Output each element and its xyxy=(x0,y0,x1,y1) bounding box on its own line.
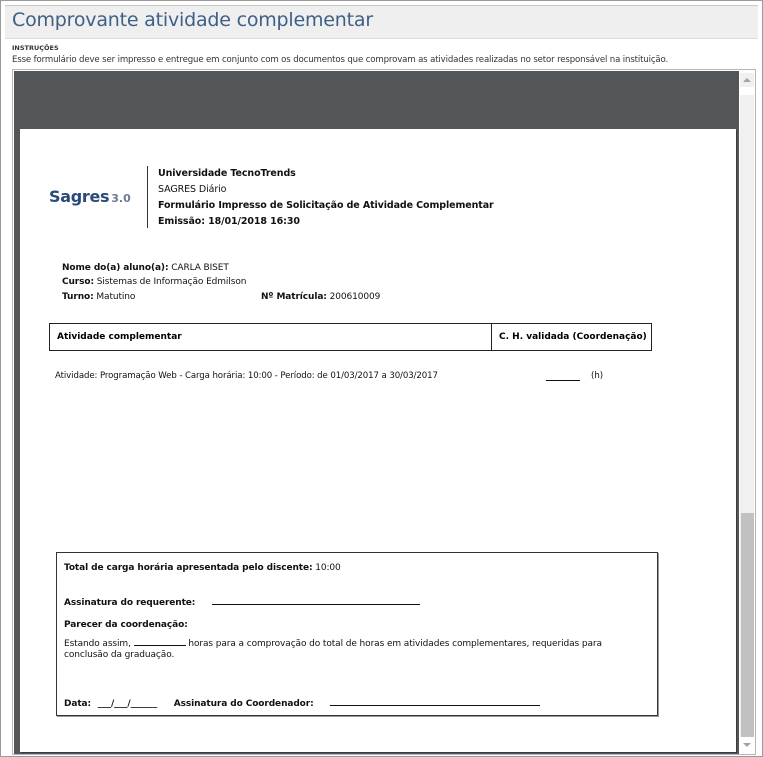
institution-name: Universidade TecnoTrends xyxy=(158,168,296,179)
shift-value: Matutino xyxy=(96,292,136,302)
shift-field xyxy=(62,292,135,302)
coordinator-signature-label: Assinatura do Coordenador: xyxy=(173,699,314,709)
form-title: Formulário Impresso de Solicitação de Atividade Complementar xyxy=(158,200,494,211)
logo-text: Sagres xyxy=(49,187,110,206)
shift-label: Turno: xyxy=(62,292,94,302)
enrollment-value: 200610009 xyxy=(329,292,381,302)
scroll-thumb[interactable] xyxy=(741,513,754,737)
logo-version: 3.0 xyxy=(111,192,131,205)
header-divider xyxy=(147,166,148,228)
scroll-down-button[interactable] xyxy=(740,738,754,752)
course-field xyxy=(62,277,246,287)
coordination-text-line-1 xyxy=(64,637,602,649)
enrollment-label: Nº Matrícula: xyxy=(261,292,327,302)
coordinator-signature-blank xyxy=(330,697,540,706)
emission-label: Emissão: xyxy=(158,216,205,227)
page-title: Comprovante atividade complementar xyxy=(12,9,373,31)
coordination-text-line-2: conclusão da graduação. xyxy=(64,650,175,660)
coordination-text-rest: horas para a comprovação do total de horas em atividades complementares, requeridas para xyxy=(188,639,602,649)
validated-hours-blank xyxy=(546,371,580,381)
coordination-label: Parecer da coordenação: xyxy=(64,620,188,630)
date-label: Data: xyxy=(64,699,92,709)
summary-box xyxy=(56,552,658,716)
document-page xyxy=(20,129,736,752)
total-hours-line xyxy=(64,563,341,573)
requester-signature-line xyxy=(64,596,420,608)
date-signature-line xyxy=(64,697,540,709)
instructions-text: Esse formulário deve ser impresso e entregue em conjunto com os documentos que comprovam as atividades realizadas no setor responsável na instituição. xyxy=(12,55,669,65)
activity-table-header xyxy=(49,323,652,351)
total-hours-value: 10:00 xyxy=(315,563,341,573)
triangle-down-icon xyxy=(743,743,751,747)
student-name-label: Nome do(a) aluno(a): xyxy=(62,263,169,273)
activity-row-description: Atividade: Programação Web - Carga horária: 10:00 - Período: de 01/03/2017 a 30/03/2017 xyxy=(55,371,438,381)
hours-unit: (h) xyxy=(591,371,604,381)
triangle-up-icon xyxy=(743,78,751,82)
enrollment-field xyxy=(261,292,380,302)
student-name-field xyxy=(62,263,229,273)
coordination-text-start: Estando assim, xyxy=(64,639,131,649)
scroll-up-button[interactable] xyxy=(740,73,754,87)
instructions-label: INSTRUÇÕES xyxy=(12,44,59,52)
sagres-logo xyxy=(49,187,131,206)
student-name-value: CARLA BISET xyxy=(171,263,229,273)
vertical-scrollbar[interactable] xyxy=(739,70,755,754)
emission-date xyxy=(158,216,300,227)
activity-column-header: Atividade complementar xyxy=(50,324,492,350)
system-name: SAGRES Diário xyxy=(158,184,227,195)
page-header xyxy=(5,5,758,39)
course-label: Curso: xyxy=(62,277,94,287)
date-blank: ___/___/______ xyxy=(97,699,157,709)
validated-hours-column-header: C. H. validada (Coordenação) xyxy=(499,332,647,342)
coordination-hours-blank xyxy=(134,637,186,646)
total-hours-label: Total de carga horária apresentada pelo discente: xyxy=(64,563,313,573)
requester-signature-label: Assinatura do requerente: xyxy=(64,598,196,608)
emission-value: 18/01/2018 16:30 xyxy=(208,216,300,227)
course-value: Sistemas de Informação Edmilson xyxy=(96,277,247,287)
requester-signature-blank xyxy=(212,596,420,605)
